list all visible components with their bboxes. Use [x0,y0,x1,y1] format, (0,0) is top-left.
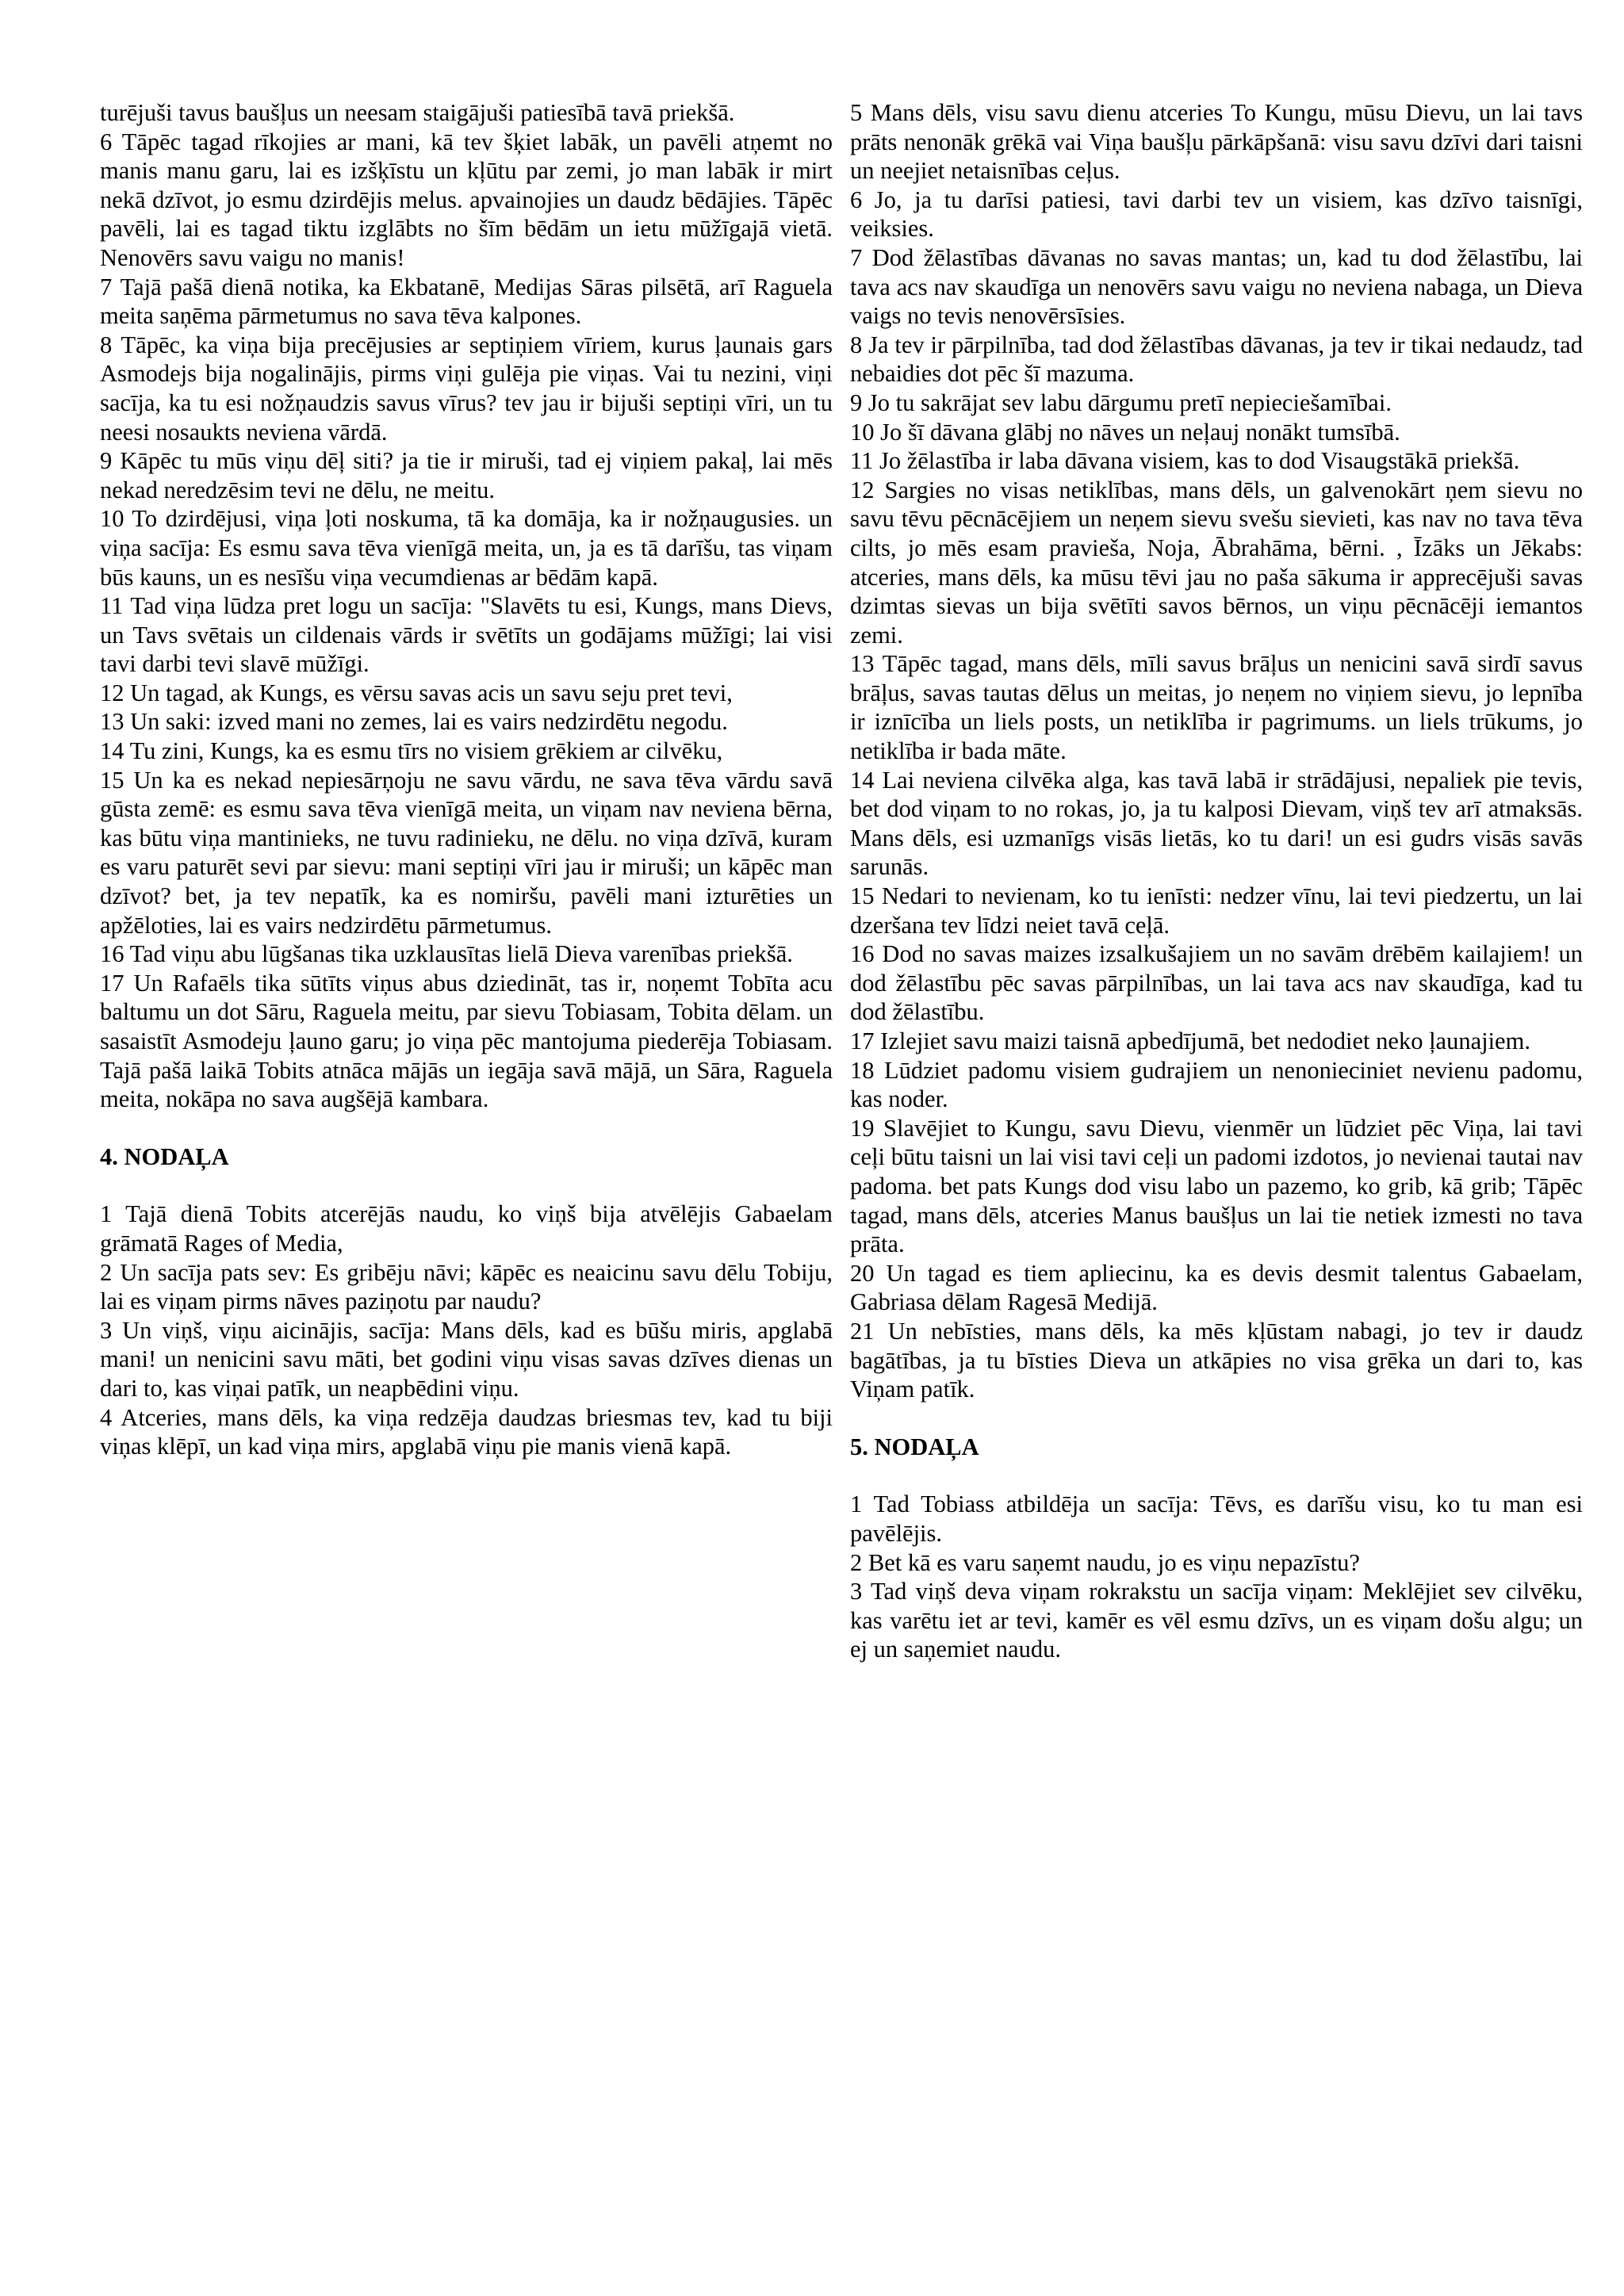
verse-paragraph: 17 Izlejiet savu maizi taisnā apbedījumā, bet nedodiet neko ļaunajiem. [850,1027,1530,1054]
verse-paragraph: 9 Jo tu sakrājat sev labu dārgumu pretī nepieciešamībai. [850,388,1392,416]
verse-paragraph: 21 Un nebīsties, mans dēls, ka mēs kļūstam nabagi, jo tev ir daudz bagātības, ja tu bīsties Dieva un atkāpies no visa grēka un dari to, kas Viņam patīk. [850,1317,1583,1403]
verse-paragraph: 6 Tāpēc tagad rīkojies ar mani, kā tev šķiet labāk, un pavēli atņemt no manis manu garu, lai es izšķīstu un kļūtu par zemi, jo man labāk ir mirt nekā dzīvot, jo esmu dzirdējis melus. apvainojies un daudz bēdājies. Tāpēc pavēli, lai es tagad tiktu izglābts no šīm bēdām un ietu mūžīgajā vietā. Nenovērs savu vaigu no manis! [100,128,833,271]
verse-paragraph: 9 Kāpēc tu mūs viņu dēļ siti? ja tie ir miruši, tad ej viņiem pakaļ, lai mēs nekad neredzēsim tevi ne dēlu, ne meitu. [100,447,833,503]
verse-paragraph: 4 Atceries, mans dēls, ka viņa redzēja daudzas briesmas tev, kad tu biji viņas klēpī, un kad viņa mirs, apglabā viņu pie manis vienā kapā. [100,1403,833,1460]
verse-paragraph: 13 Tāpēc tagad, mans dēls, mīli savus brāļus un nenicini savā sirdī savus brāļus, savas tautas dēlus un meitas, jo neņem no viņiem sievu, jo lepnība ir iznīcība un liels posts, un netiklība ir pagrimums. un liels trūkums, jo netiklība ir bada māte. [850,650,1583,765]
verse-paragraph: 1 Tajā dienā Tobits atcerējās naudu, ko viņš bija atvēlējis Gabaelam grāmatā Rages of Media, [100,1200,833,1257]
verse-paragraph: 17 Un Rafaēls tika sūtīts viņus abus dziedināt, tas ir, noņemt Tobīta acu baltumu un dot Sāru, Raguela meitu, par sievu Tobiasam, Tobita dēlam. un sasaistīt Asmodeju ļauno garu; jo viņa pēc mantojuma piederēja Tobiasam. Tajā pašā laikā Tobits atnāca mājās un iegāja savā mājā, un Sāra, Raguela meita, nokāpa no sava augšējā kambara. [100,969,833,1113]
left-column [100,98,833,1461]
verse-paragraph: 14 Tu zini, Kungs, ka es esmu tīrs no visiem grēkiem ar cilvēku, [100,737,723,765]
verse-paragraph: 15 Nedari to nevienam, ko tu ienīsti: nedzer vīnu, lai tevi piedzertu, un lai dzeršana tev līdzi neiet tavā ceļā. [850,882,1583,939]
verse-paragraph: turējuši tavus baušļus un neesam staigājuši patiesībā tavā priekšā. [100,99,735,126]
verse-paragraph: 8 Ja tev ir pārpilnība, tad dod žēlastības dāvanas, ja tev ir tikai nedaudz, tad nebaidies dot pēc šī mazuma. [850,331,1583,388]
verse-paragraph: 11 Tad viņa lūdza pret logu un sacīja: "Slavēts tu esi, Kungs, mans Dievs, un Tavs svētais un cildenais vārds ir svētīts un godājams mūžīgi; lai visi tavi darbi tevi slavē mūžīgi. [100,592,833,678]
verse-paragraph: 12 Un tagad, ak Kungs, es vērsu savas acis un savu seju pret tevi, [100,679,733,706]
verse-paragraph: 5 Mans dēls, visu savu dienu atceries To Kungu, mūsu Dievu, un lai tavs prāts nenonāk grēkā vai Viņa baušļu pārkāpšanā: visu savu dzīvi dari taisni un neejiet netaisnības ceļus. [850,99,1583,185]
left-paragraphs-a [100,98,833,1114]
verse-paragraph: 18 Lūdziet padomu visiem gudrajiem un nenonieciniet nevienu padomu, kas noder. [850,1056,1583,1113]
verse-paragraph: 3 Tad viņš deva viņam rokrakstu un sacīja viņam: Meklējiet sev cilvēku, kas varētu iet ar tevi, kamēr es vēl esmu dzīvs, un es viņam došu algu; un ej un saņemiet naudu. [850,1578,1583,1663]
verse-paragraph: 15 Un ka es nekad nepiesārņoju ne savu vārdu, ne sava tēva vārdu savā gūsta zemē: es esmu sava tēva vienīgā meita, un viņam nav neviena bērna, kas būtu viņa mantinieks, ne tuvu radinieku, ne dēlu. no viņa dzīvā, kuram es varu paturēt sevi par sievu: mani septiņi vīri jau ir miruši; un kāpēc man dzīvot? bet, ja tev nepatīk, ka es nomiršu, pavēli mani izturēties un apžēloties, lai es vairs nedzirdētu pārmetumus. [100,766,833,939]
verse-paragraph: 14 Lai neviena cilvēka alga, kas tavā labā ir strādājusi, nepaliek pie tevis, bet dod viņam to no rokas, jo, ja tu kalposi Dievam, viņš tev arī atmaksās. Mans dēls, esi uzmanīgs visās lietās, ko tu dari! un esi gudrs visās savās sarunās. [850,766,1583,881]
verse-paragraph: 19 Slavējiet to Kungu, savu Dievu, vienmēr un lūdziet pēc Viņa, lai tavi ceļi būtu taisni un lai visi tavi ceļi un padomi izdotos, jo nevienai tautai nav padoma. bet pats Kungs dod visu labo un pazemo, ko grib, kā grib; Tāpēc tagad, mans dēls, atceries Manus baušļus un lai tie netiek izmesti no tava prāta. [850,1114,1583,1258]
verse-paragraph: 8 Tāpēc, ka viņa bija precējusies ar septiņiem vīriem, kurus ļaunais gars Asmodejs bija nogalinājis, pirms viņi gulēja pie viņas. Vai tu nezini, viņi sacīja, ka tu esi nožņaudzis savus vīrus? tev jau ir bijuši septiņi vīri, un tu neesi nosaukts neviena vārdā. [100,331,833,446]
verse-paragraph: 2 Un sacīja pats sev: Es gribēju nāvi; kāpēc es neaicinu savu dēlu Tobiju, lai es viņam pirms nāves paziņotu par naudu? [100,1258,833,1315]
verse-paragraph: 7 Dod žēlastības dāvanas no savas mantas; un, kad tu dod žēlastību, lai tava acs nav skaudīga un nenovērs savu vaigu no neviena nabaga, un Dieva vaigs no tevis nenovērsīsies. [850,243,1583,330]
verse-paragraph: 6 Jo, ja tu darīsi patiesi, tavi darbi tev un visiem, kas dzīvo taisnīgi, veiksies. [850,186,1583,243]
verse-paragraph: 12 Sargies no visas netiklības, mans dēls, un galvenokārt ņem sievu no savu tēvu pēcnācējiem un neņem sievu svešu sievieti, kas nav no tava tēva cilts, jo mēs esam pravieša, Noja, Ābrahāma, bērni. , Īzāks un Jēkabs: atceries, mans dēls, ka mūsu tēvi jau no paša sākuma ir apprecējuši savas dzimtas sievas un bija svētīti savos bērnos, un viņu pēcnācēji iemantos zemi. [850,476,1583,649]
left-paragraphs-b [100,1200,833,1460]
verse-paragraph: 10 Jo šī dāvana glābj no nāves un neļauj nonākt tumsībā. [850,418,1400,446]
verse-paragraph: 7 Tajā pašā dienā notika, ka Ekbatanē, Medijas Sāras pilsētā, arī Raguela meita saņēma pārmetumus no sava tēva kalpones. [100,273,833,330]
verse-paragraph: 2 Bet kā es varu saņemt naudu, jo es viņu nepazīstu? [850,1548,1360,1576]
verse-paragraph: 13 Un saki: izved mani no zemes, lai es vairs nedzirdētu negodu. [100,708,728,736]
right-column [850,98,1583,1664]
right-paragraphs-b [850,1490,1583,1664]
chapter-heading: 4. NODAĻA [100,1142,229,1170]
chapter-heading: 5. NODAĻA [850,1433,979,1460]
verse-paragraph: 3 Un viņš, viņu aicinājis, sacīja: Mans dēls, kad es būšu miris, apglabā mani! un nenicini savu māti, bet godini viņu visas savas dzīves dienas un dari to, kas viņai patīk, un neapbēdini viņu. [100,1316,833,1402]
verse-paragraph: 10 To dzirdējusi, viņa ļoti noskuma, tā ka domāja, ka ir nožņaugusies. un viņa sacīja: Es esmu sava tēva vienīgā meita, un, ja es tā darīšu, tas viņam būs kauns, un es nesīšu viņa vecumdienas ar bēdām kapā. [100,505,833,591]
verse-paragraph: 1 Tad Tobiass atbildēja un sacīja: Tēvs, es darīšu visu, ko tu man esi pavēlējis. [850,1490,1583,1547]
verse-paragraph: 16 Tad viņu abu lūgšanas tika uzklausītas lielā Dieva varenības priekšā. [100,940,793,968]
verse-paragraph: 16 Dod no savas maizes izsalkušajiem un no savām drēbēm kailajiem! un dod žēlastību pēc savas pārpilnības, un lai tava acs nav skaudīga, kad tu dod žēlastību. [850,940,1583,1026]
right-paragraphs-a [850,98,1583,1404]
verse-paragraph: 20 Un tagad es tiem apliecinu, ka es devis desmit talentus Gabaelam, Gabriasa dēlam Ragesā Medijā. [850,1259,1583,1316]
verse-paragraph: 11 Jo žēlastība ir laba dāvana visiem, kas to dod Visaugstākā priekšā. [850,447,1520,475]
